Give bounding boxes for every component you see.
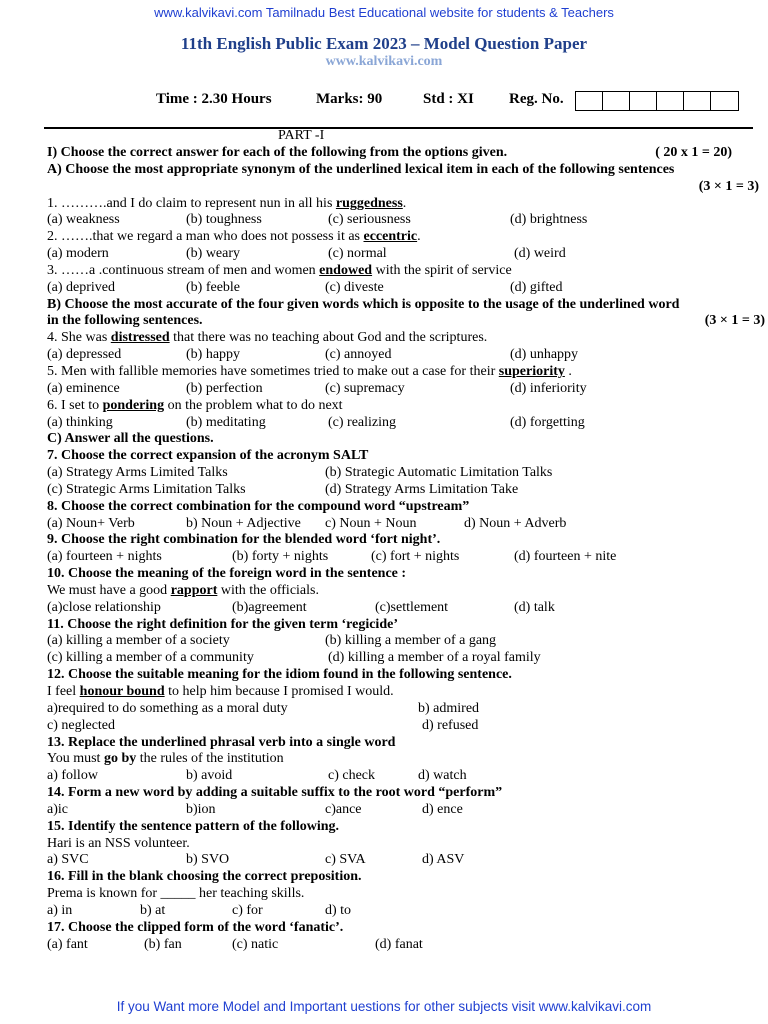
reg-box (684, 92, 711, 110)
exam-std: Std : XI (423, 91, 474, 107)
option-b: (b)agreement (232, 599, 307, 615)
option-a: (a) eminence (47, 380, 120, 396)
question-9 (47, 532, 757, 549)
option-b: (b) fan (144, 936, 182, 952)
q-text: 3. ……a .continuous stream of men and women (47, 262, 320, 278)
option-b: (b) perfection (186, 380, 263, 396)
option-a: a) SVC (47, 852, 89, 868)
question-14-options (47, 802, 757, 819)
option-b: (b) Strategic Automatic Limitation Talks (325, 465, 553, 481)
reg-no-boxes (575, 91, 739, 111)
question-12-sentence (47, 684, 757, 701)
question-8-text: 8. Choose the correct combination for the compound word “upstream” (47, 498, 470, 514)
option-a: (a)close relationship (47, 599, 161, 615)
question-7 (47, 448, 757, 465)
question-10-options (47, 600, 757, 617)
question-15-text: 15. Identify the sentence pattern of the following. (47, 818, 340, 834)
option-a: a)required to do something as a moral duty (47, 700, 288, 716)
option-b: (b) feeble (186, 279, 241, 295)
header-divider (44, 127, 753, 129)
question-1-options (47, 212, 757, 229)
option-d: d) refused (422, 717, 479, 733)
section-b-heading (47, 297, 757, 314)
q-text: on the problem what to do next (164, 397, 343, 413)
section-instruction (47, 145, 757, 162)
question-list (47, 145, 765, 954)
q-text: 6. I set to (47, 397, 103, 413)
option-b: b) avoid (186, 768, 233, 784)
option-c: (c) realizing (328, 414, 397, 430)
question-9-options (47, 549, 757, 566)
option-c: (c) normal (328, 246, 387, 262)
question-5 (47, 364, 757, 381)
section-a-marks: (3 × 1 = 3) (698, 178, 759, 194)
option-b: (b) forty + nights (232, 549, 329, 565)
question-5-options (47, 381, 757, 398)
option-b: b) admired (418, 700, 480, 716)
question-16 (47, 869, 757, 886)
option-b: b) SVO (186, 852, 230, 868)
section-b-text: in the following sentences. (47, 313, 203, 329)
option-a: (a) fourteen + nights (47, 549, 162, 565)
option-a: (a) Strategy Arms Limited Talks (47, 465, 228, 481)
option-a: a)ic (47, 801, 68, 817)
question-8-options (47, 516, 757, 533)
q-text: . (417, 229, 421, 245)
question-12-text: 12. Choose the suitable meaning for the idiom found in the following sentence. (47, 667, 512, 683)
q-text: that there was no teaching about God and the scriptures. (169, 330, 488, 346)
question-4-text (47, 330, 487, 347)
option-d: (d) forgetting (510, 414, 585, 430)
option-d: (d) unhappy (510, 347, 579, 363)
option-d: d) watch (418, 768, 467, 784)
reg-no-label: Reg. No. (509, 91, 564, 107)
option-a: (a) depressed (47, 347, 122, 363)
option-d: (d) fourteen + nite (514, 549, 617, 565)
underlined-word: endowed (319, 262, 373, 278)
underlined-word: honour bound (79, 684, 165, 699)
reg-box (711, 92, 738, 110)
question-17-options (47, 937, 757, 954)
question-1-text (47, 196, 406, 213)
question-11-options-1 (47, 633, 757, 650)
option-d: (d) killing a member of a royal family (328, 650, 541, 666)
question-12-options-2 (47, 718, 757, 735)
question-10-sentence (47, 583, 757, 600)
option-b: (b) weary (186, 246, 241, 262)
question-1 (47, 196, 757, 213)
q-text: 5. Men with fallible memories have sometimes tried to make out a case for their (47, 363, 499, 379)
phrasal-verb: go by (103, 751, 137, 767)
underlined-word: superiority (498, 363, 565, 379)
option-c: c) neglected (47, 717, 116, 733)
question-12 (47, 667, 757, 684)
question-12-sentence-text (47, 684, 394, 701)
question-11 (47, 617, 757, 634)
question-16-text: 16. Fill in the blank choosing the correct preposition. (47, 869, 362, 885)
question-7-options-1 (47, 465, 757, 482)
section-instruction-text: I) Choose the correct answer for each of the following from the options given. (47, 145, 508, 160)
option-a: a) follow (47, 768, 98, 784)
q-text: 1. ……….and I do claim to represent nun in all his (47, 195, 336, 211)
option-b: (b) killing a member of a gang (325, 633, 497, 649)
option-b: (b) toughness (186, 212, 262, 228)
section-marks: ( 20 x 1 = 20) (655, 145, 732, 160)
question-16-sentence (47, 886, 757, 903)
option-d: d) ence (422, 801, 463, 817)
question-17-text: 17. Choose the clipped form of the word ‘fanatic’. (47, 919, 344, 935)
option-c: c) for (232, 902, 263, 918)
underlined-word: rapport (170, 582, 218, 598)
option-a: (a) modern (47, 246, 109, 262)
q-text: with the spirit of service (372, 262, 512, 278)
option-c: (c) killing a member of a community (47, 650, 254, 666)
part-heading: PART -I (278, 128, 325, 143)
option-a: (a) weakness (47, 212, 120, 228)
question-16-sentence-text: Prema is known for _____ her teaching skills. (47, 886, 305, 902)
option-c: c)ance (325, 801, 362, 817)
option-a: (a) deprived (47, 279, 116, 295)
q-text: . (564, 363, 572, 379)
question-16-options (47, 903, 757, 920)
q-text: You must (47, 751, 104, 767)
question-13-options (47, 768, 757, 785)
option-c: c) Noun + Noun (325, 515, 417, 531)
option-a: a) in (47, 902, 73, 918)
reg-box (603, 92, 630, 110)
question-15-sentence (47, 836, 757, 853)
question-2-text (47, 229, 421, 246)
option-b: (b) happy (186, 347, 241, 363)
option-b: b)ion (186, 801, 216, 817)
reg-box (630, 92, 657, 110)
reg-box (576, 92, 603, 110)
question-6 (47, 398, 757, 415)
question-3-text (47, 263, 512, 280)
option-c: (c) diveste (325, 279, 384, 295)
option-d: (d) brightness (510, 212, 588, 228)
option-a: (a) killing a member of a society (47, 633, 230, 649)
exam-time: Time : 2.30 Hours (156, 91, 272, 107)
question-11-text: 11. Choose the right definition for the given term ‘regicide’ (47, 616, 398, 632)
option-c: (c) seriousness (328, 212, 411, 228)
option-c: (c) annoyed (325, 347, 392, 363)
q-text: with the officials. (217, 582, 319, 598)
question-12-options-1 (47, 701, 757, 718)
question-2-options (47, 246, 757, 263)
question-4 (47, 330, 757, 347)
question-15-sentence-text: Hari is an NSS volunteer. (47, 835, 190, 851)
option-d: (d) weird (514, 246, 566, 262)
option-b: (b) meditating (186, 414, 266, 430)
underlined-word: pondering (102, 397, 165, 413)
option-d: (d) fanat (375, 936, 423, 952)
question-4-options (47, 347, 757, 364)
question-13-sentence (47, 751, 757, 768)
option-a: (a) thinking (47, 414, 113, 430)
option-b: b) at (140, 902, 166, 918)
paper-title: 11th English Public Exam 2023 – Model Question Paper (180, 34, 588, 53)
question-10 (47, 566, 757, 583)
question-13 (47, 735, 757, 752)
question-15-options (47, 852, 757, 869)
section-b-marks: (3 × 1 = 3) (704, 313, 765, 329)
question-5-text (47, 364, 572, 381)
question-3 (47, 263, 757, 280)
question-17 (47, 920, 757, 937)
site-link[interactable]: www.kalvikavi.com (325, 54, 443, 69)
option-c: (c) natic (232, 936, 279, 952)
q-text: . (402, 195, 407, 211)
q-text: We must have a good (47, 582, 171, 598)
question-10-sentence-text (47, 583, 319, 600)
question-14 (47, 785, 757, 802)
section-c-heading (47, 431, 757, 448)
option-c: (c) supremacy (325, 380, 405, 396)
underlined-word: distressed (110, 330, 170, 346)
question-6-text (47, 398, 343, 415)
option-d: (d) Strategy Arms Limitation Take (325, 481, 519, 497)
option-d: d) ASV (422, 852, 465, 868)
q-text: 2. …….that we regard a man who does not possess it as (47, 229, 364, 245)
question-10-text: 10. Choose the meaning of the foreign word in the sentence : (47, 566, 407, 582)
question-15 (47, 819, 757, 836)
question-2 (47, 229, 757, 246)
option-c: c) SVA (325, 852, 366, 868)
question-14-text: 14. Form a new word by adding a suitable suffix to the root word “perform” (47, 785, 503, 801)
option-d: d) Noun + Adverb (464, 515, 567, 531)
option-c: c) check (328, 768, 376, 784)
option-a: (a) fant (47, 936, 88, 952)
reg-box (657, 92, 684, 110)
footer-link[interactable]: If you Want more Model and Important uestions for other subjects visit www.kalvikavi.com (116, 999, 652, 1014)
question-7-options-2 (47, 482, 757, 499)
q-text: to help him because I promised I would. (164, 684, 394, 699)
q-text: 4. She was (47, 330, 111, 346)
question-8 (47, 499, 757, 516)
underlined-word: eccentric (363, 229, 418, 245)
question-11-options-2 (47, 650, 757, 667)
option-d: (d) inferiority (510, 380, 587, 396)
section-c-text: C) Answer all the questions. (47, 431, 214, 447)
option-c: (c)settlement (375, 599, 449, 615)
section-a-text: A) Choose the most appropriate synonym of the underlined lexical item in each of the following sentences (47, 161, 675, 177)
option-c: (c) fort + nights (371, 549, 460, 565)
section-b-text: B) Choose the most accurate of the four given words which is opposite to the usage of the underlined word (47, 296, 680, 312)
option-d: (d) talk (514, 599, 555, 615)
option-c: (c) Strategic Arms Limitation Talks (47, 481, 246, 497)
section-b-heading-2 (47, 313, 765, 330)
question-13-text: 13. Replace the underlined phrasal verb into a single word (47, 734, 396, 750)
question-13-sentence-text (47, 751, 284, 768)
section-a-marks-line (47, 179, 757, 196)
question-9-text: 9. Choose the right combination for the blended word ‘fort night’. (47, 532, 441, 548)
option-d: d) to (325, 902, 352, 918)
underlined-word: ruggedness (335, 195, 403, 211)
option-b: b) Noun + Adjective (186, 515, 301, 531)
site-banner[interactable]: www.kalvikavi.com Tamilnadu Best Educational website for students & Teachers (154, 5, 614, 20)
exam-marks: Marks: 90 (316, 91, 383, 107)
option-d: (d) gifted (510, 279, 563, 295)
question-3-options (47, 280, 757, 297)
question-7-text: 7. Choose the correct expansion of the acronym SALT (47, 448, 369, 464)
q-text: I feel (47, 684, 80, 699)
question-6-options (47, 415, 757, 432)
q-text: the rules of the institution (136, 751, 284, 767)
section-a-heading (47, 162, 757, 179)
option-a: (a) Noun+ Verb (47, 515, 135, 531)
